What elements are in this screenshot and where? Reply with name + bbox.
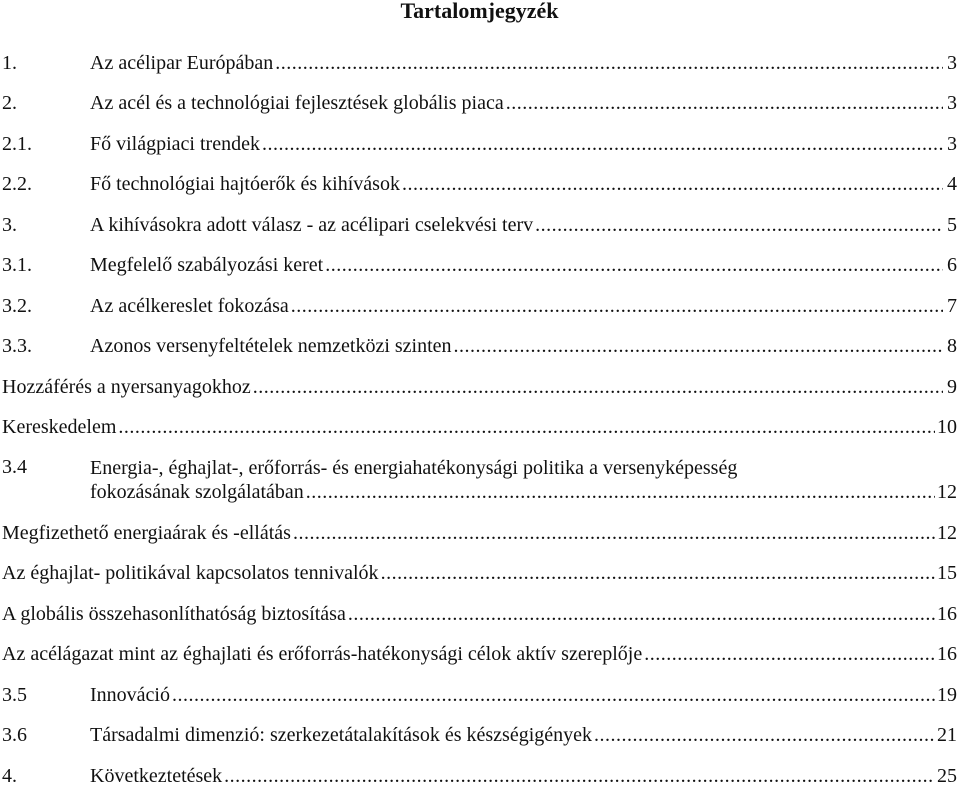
- toc-entry-2-2[interactable]: [0, 156, 959, 197]
- toc-title: Tartalomjegyzék: [400, 0, 559, 23]
- toc-entry-title: Következtetések: [90, 764, 223, 787]
- toc-entry-title: Megfizethető energiaárak és -ellátás: [2, 521, 291, 544]
- toc-entry-3-5[interactable]: [0, 666, 959, 707]
- toc-entry-number: 3.2.: [2, 294, 32, 317]
- dot-leader: [402, 172, 943, 196]
- toc-entry-trade[interactable]: [0, 399, 959, 440]
- toc-entry-3-1[interactable]: [0, 237, 959, 278]
- toc-entry-number: 2.2.: [2, 173, 32, 195]
- dot-leader: [535, 213, 943, 237]
- toc-entry-page: 25: [937, 764, 957, 787]
- toc-entry-page: 19: [937, 683, 957, 706]
- toc-list: [0, 34, 959, 788]
- toc-entry-3-3[interactable]: [0, 318, 959, 359]
- toc-entry-page: 12: [937, 481, 957, 503]
- toc-entry-title: Az acélipar Európában: [90, 51, 274, 74]
- toc-entry-climate-tasks[interactable]: [0, 545, 959, 586]
- dot-leader: [224, 764, 935, 788]
- toc-entry-page: 12: [937, 521, 957, 544]
- dot-leader: [644, 642, 935, 666]
- toc-entry-3-6[interactable]: [0, 707, 959, 748]
- toc-entry-page: 10: [937, 416, 957, 438]
- toc-entry-title: Fő világpiaci trendek: [90, 132, 260, 155]
- dot-leader: [262, 132, 943, 156]
- toc-entry-title: Társadalmi dimenzió: szerkezetátalakítások és készségigények: [90, 724, 593, 746]
- toc-entry-page: 8: [947, 335, 957, 357]
- toc-entry-title: Az acél és a technológiai fejlesztések globális piaca: [90, 92, 504, 114]
- toc-entry-2-1[interactable]: [0, 115, 959, 156]
- toc-entry-number: 3.6: [2, 724, 27, 746]
- toc-entry-number: 2.1.: [2, 132, 32, 155]
- toc-entry-number: 3.1.: [2, 254, 32, 276]
- toc-entry-title: Innováció: [90, 683, 170, 706]
- toc-entry-energy-prices[interactable]: [0, 504, 959, 545]
- dot-leader: [253, 375, 943, 399]
- toc-entry-number: 3.3.: [2, 335, 32, 357]
- toc-entry-raw-materials[interactable]: [0, 358, 959, 399]
- toc-entry-page: 3: [947, 92, 957, 114]
- toc-entry-page: 16: [937, 643, 957, 665]
- dot-leader: [506, 91, 943, 115]
- toc-entry-number: 3.5: [2, 683, 27, 706]
- toc-entry-number: 4.: [2, 764, 17, 787]
- toc-entry-title: Megfelelő szabályozási keret: [90, 254, 324, 276]
- toc-entry-title: A kihívásokra adott válasz - az acélipari cselekvési terv: [90, 213, 534, 236]
- toc-entry-title: Az acélkereslet fokozása: [90, 294, 289, 317]
- toc-entry-page: 15: [937, 562, 957, 584]
- toc-entry-page: 21: [937, 724, 957, 746]
- dot-leader: [291, 294, 943, 318]
- toc-entry-title: A globális összehasonlíthatóság biztosítása: [2, 602, 346, 625]
- dot-leader: [348, 602, 935, 626]
- toc-entry-number: 1.: [2, 51, 17, 74]
- toc-entry-4[interactable]: [0, 747, 959, 788]
- toc-entry-page: 16: [937, 602, 957, 625]
- toc-entry-number: 3.: [2, 213, 17, 236]
- toc-entry-page: 5: [947, 213, 957, 236]
- toc-entry-2[interactable]: [0, 75, 959, 116]
- dot-leader: [118, 415, 935, 439]
- toc-entry-title: Az éghajlat- politikával kapcsolatos tennivalók: [2, 562, 379, 584]
- toc-entry-1[interactable]: [0, 34, 959, 75]
- toc-entry-page: 3: [947, 51, 957, 74]
- toc-entry-3-4[interactable]: [0, 439, 959, 504]
- toc-entry-title: Energia-, éghajlat-, erőforrás- és energiahatékonysági politika a versenyképesség: [90, 457, 738, 479]
- dot-leader: [293, 521, 935, 545]
- toc-entry-page: 9: [947, 375, 957, 398]
- toc-entry-number: 2.: [2, 92, 17, 114]
- dot-leader: [594, 723, 935, 747]
- toc-entry-page: 3: [947, 132, 957, 155]
- dot-leader: [381, 561, 935, 585]
- dot-leader: [454, 334, 943, 358]
- toc-entry-number: 3.4: [2, 456, 27, 478]
- toc-entry-page: 6: [947, 254, 957, 276]
- toc-entry-3[interactable]: [0, 196, 959, 237]
- toc-entry-global-comparability[interactable]: [0, 585, 959, 626]
- toc-entry-page: 7: [947, 294, 957, 317]
- toc-entry-title: Az acélágazat mint az éghajlati és erőforrás-hatékonysági célok aktív szereplője: [2, 643, 643, 665]
- toc-entry-title: Azonos versenyfeltételek nemzetközi szinten: [90, 335, 452, 357]
- dot-leader: [172, 683, 935, 707]
- toc-entry-page: 4: [947, 173, 957, 195]
- dot-leader: [325, 253, 943, 277]
- toc-entry-title: Hozzáférés a nyersanyagokhoz: [2, 375, 251, 398]
- toc-entry-title: Fő technológiai hajtóerők és kihívások: [90, 173, 400, 195]
- dot-leader: [275, 51, 943, 75]
- toc-entry-title-continued: fokozásának szolgálatában: [90, 481, 304, 503]
- toc-entry-3-2[interactable]: [0, 277, 959, 318]
- dot-leader: [306, 480, 935, 504]
- toc-entry-title: Kereskedelem: [2, 416, 117, 438]
- toc-entry-steel-sector-role[interactable]: [0, 626, 959, 667]
